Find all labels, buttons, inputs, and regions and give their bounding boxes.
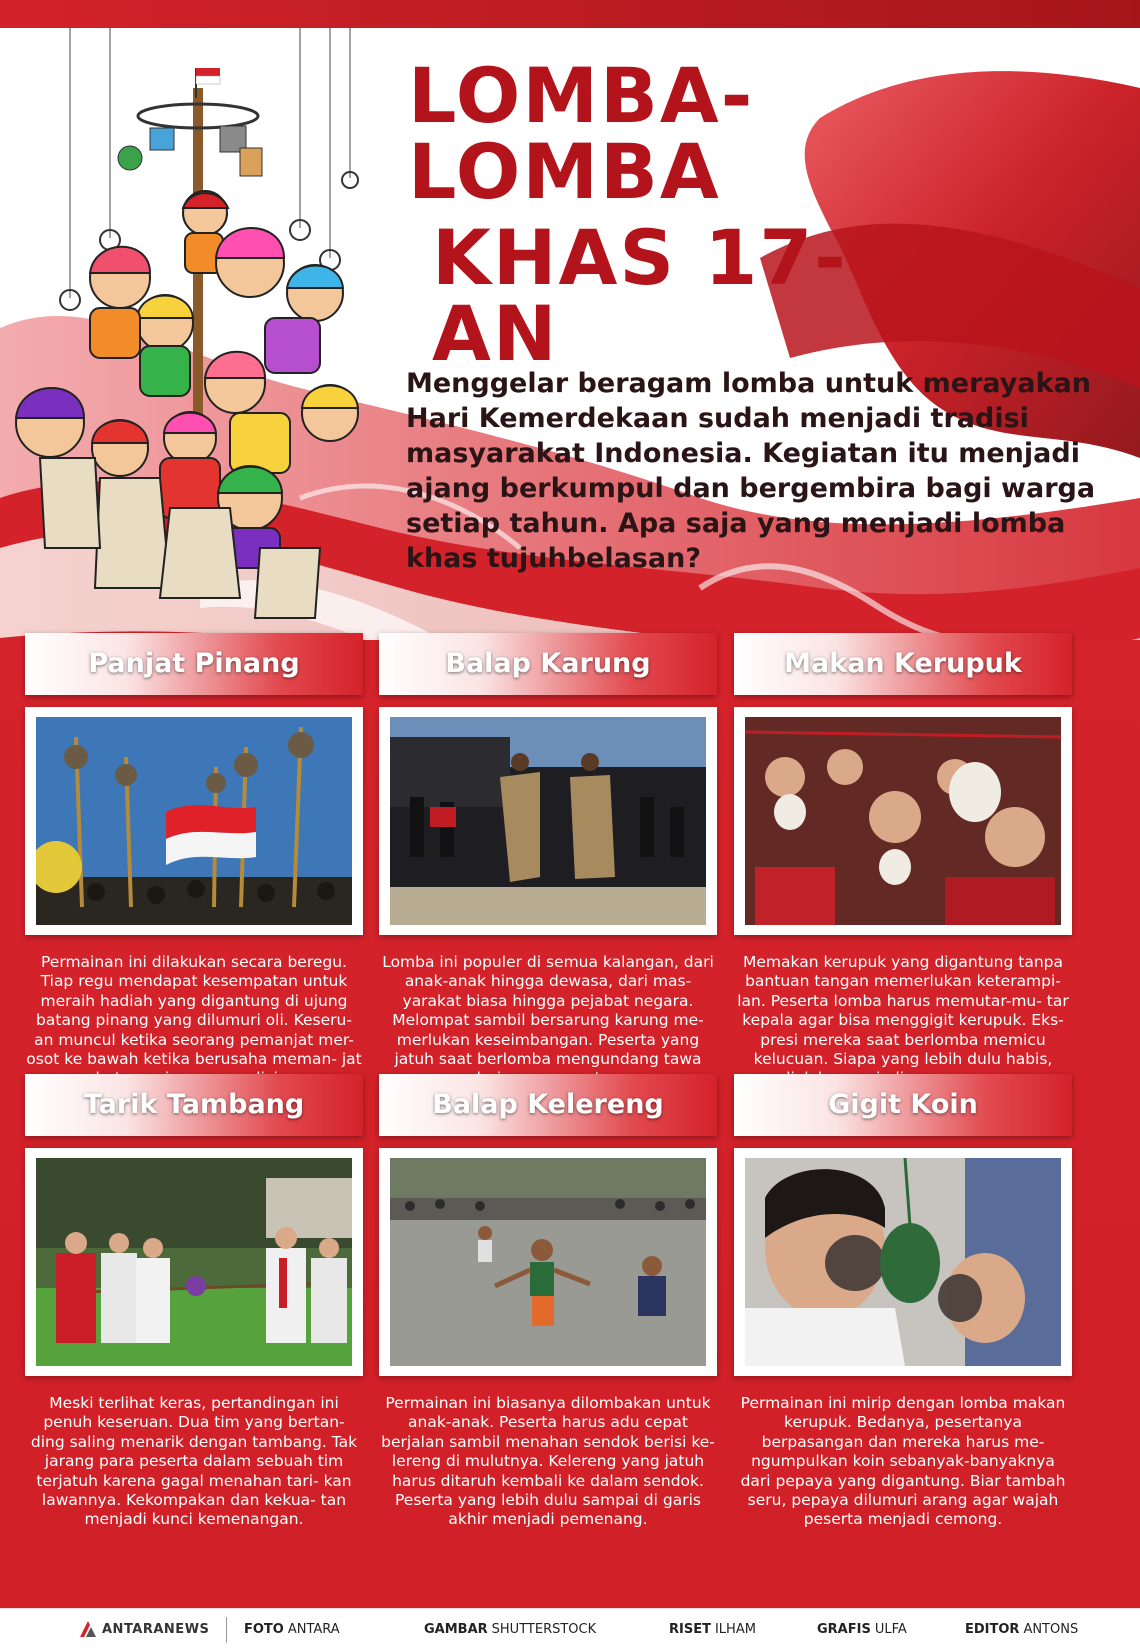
card-description: Permainan ini dilakukan secara beregu. Tiap regu mendapat kesempatan untuk meraih hadiah yang digantung di ujung batang pinang yang dilumuri oli. Keseru- an muncul ketika seorang pemanjat mer- osot ke bawah ketika berusaha meman- jat xyxy=(26,953,362,1069)
card-description: Permainan ini mirip dengan lomba makan kerupuk. Bedanya, pesertanya berpasangan dan mereka harus me- ngumpulkan koin sebanyak-banyaknya dari pepaya yang digantung. Biar tambah seru, pepaya dilumuri arang agar wajah peserta menjadi cemong. xyxy=(740,1394,1066,1529)
photo-frame xyxy=(734,707,1072,935)
photo-frame xyxy=(379,707,717,935)
card-title-bar xyxy=(734,633,1072,695)
makan-kerupuk-photo xyxy=(745,717,1061,925)
title-line-2: KHAS 17-AN xyxy=(432,213,848,378)
card-title: Balap Karung xyxy=(445,648,651,679)
credit-foto xyxy=(244,1622,340,1637)
credit-grafis xyxy=(817,1622,907,1637)
logo-text: ANTARANEWS xyxy=(102,1622,210,1637)
gigit-koin-photo xyxy=(745,1158,1061,1366)
credit-editor xyxy=(965,1622,1078,1637)
card-title: Panjat Pinang xyxy=(88,648,300,679)
panjat-pinang-photo xyxy=(36,717,352,925)
card-title: Balap Kelereng xyxy=(432,1089,664,1120)
card-description: Lomba ini populer di semua kalangan, dari anak-anak hingga dewasa, dari mas- yarakat biasa hingga pejabat negara. Melompat sambil bersarung karung me- merlukan keseimbangan. Peserta yang jatuh saat berlomba mengundang tawa xyxy=(382,953,714,1069)
page-title xyxy=(408,51,928,378)
credit-value: ILHAM xyxy=(714,1622,756,1637)
credit-value: ANTARA xyxy=(287,1622,340,1637)
credit-value: ULFA xyxy=(874,1622,907,1637)
credit-value: SHUTTERSTOCK xyxy=(491,1622,597,1637)
footer-divider xyxy=(226,1617,227,1643)
antara-logo-icon xyxy=(78,1619,98,1639)
card-title-bar xyxy=(379,1074,717,1136)
credit-label: RISET xyxy=(669,1622,711,1637)
card-description: Permainan ini biasanya dilombakan untuk anak-anak. Peserta harus adu cepat berjalan sambil menahan sendok berisi ke- lereng di mulutnya. Kelereng yang jatuh harus ditaruh kembali ke dalam sendok. Peserta yang lebih dulu sampai di garis akhir menjadi pemenang. xyxy=(381,1394,715,1529)
card-title: Gigit Koin xyxy=(828,1089,978,1120)
balap-kelereng-photo xyxy=(390,1158,706,1366)
photo-frame xyxy=(25,1148,363,1376)
title-line-1: LOMBA-LOMBA xyxy=(408,51,755,216)
credit-riset xyxy=(669,1622,756,1637)
credit-label: GRAFIS xyxy=(817,1622,871,1637)
card-title-bar xyxy=(734,1074,1072,1136)
card-title: Tarik Tambang xyxy=(83,1089,305,1120)
top-band xyxy=(0,0,1140,28)
tarik-tambang-photo xyxy=(36,1158,352,1366)
card-title-bar xyxy=(379,633,717,695)
credit-gambar xyxy=(424,1622,596,1637)
photo-frame xyxy=(734,1148,1072,1376)
photo-frame xyxy=(379,1148,717,1376)
photo-frame xyxy=(25,707,363,935)
intro-paragraph: Menggelar beragam lomba untuk merayakan Hari Kemerdekaan sudah menjadi tradisi masyarakat Indonesia. Kegiatan itu menjadi ajang berkumpul dan bergembira bagi warga setiap tahun. Apa saja yang menjadi lomba khas tujuhbelasan? xyxy=(406,368,1096,574)
credit-label: EDITOR xyxy=(965,1622,1020,1637)
card-title: Makan Kerupuk xyxy=(784,648,1022,679)
credit-label: GAMBAR xyxy=(424,1622,488,1637)
card-title-bar xyxy=(25,633,363,695)
credit-label: FOTO xyxy=(244,1622,284,1637)
card-description: Meski terlihat keras, pertandingan ini penuh keseruan. Dua tim yang bertan- ding saling menarik dengan tambang. Tak jarang para peserta dalam sebuah tim terjatuh karena gagal menahan tari- kan lawannya. Kekompakan dan kekua- tan menjadi kunci kemenangan. xyxy=(30,1394,358,1529)
panjat-pinang-children-illustration xyxy=(0,28,380,628)
balap-karung-photo xyxy=(390,717,706,925)
card-description: Memakan kerupuk yang digantung tanpa bantuan tangan memerlukan keterampi- lan. Peserta lomba harus memutar-mu- tar kepala agar bisa menggigit kerupuk. Eks- presi mereka saat berlomba memicu kelucuan. Siapa yang lebih dulu habis, xyxy=(737,953,1069,1069)
card-title-bar xyxy=(25,1074,363,1136)
credits-footer xyxy=(0,1608,1140,1649)
antaranews-logo xyxy=(78,1619,210,1641)
credit-value: ANTONS xyxy=(1023,1622,1079,1637)
